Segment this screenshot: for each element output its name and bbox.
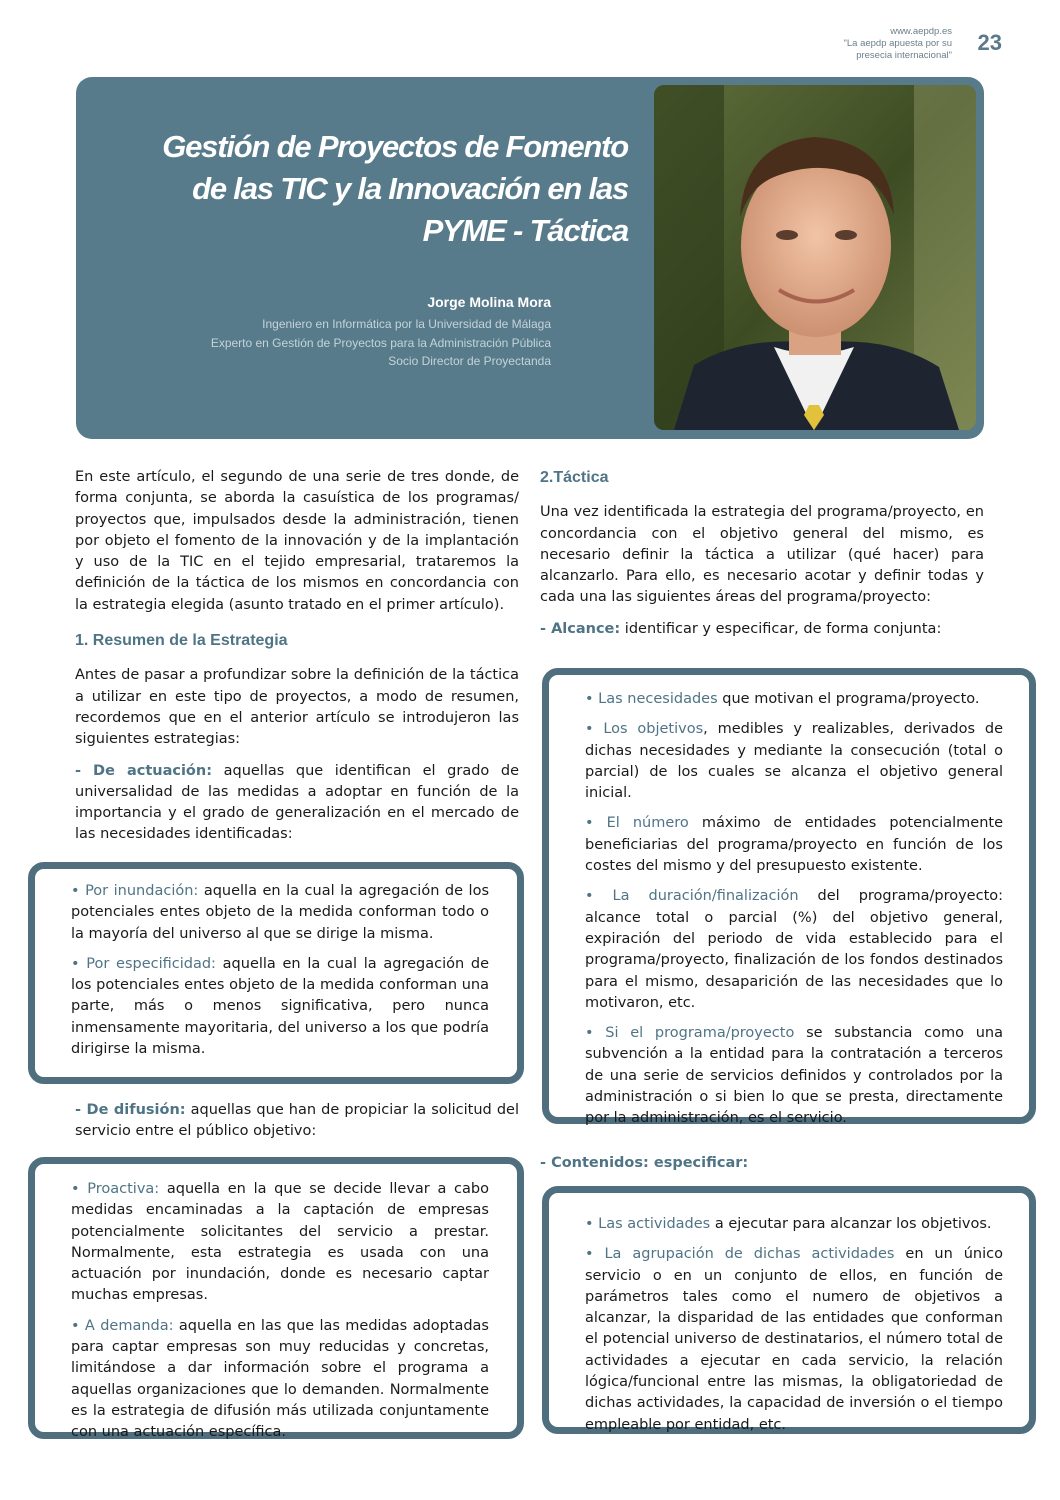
box3-item-5-text: se substancia como una subvención a la entidad para la contratación a terceros de una serie de servicios definidos y controlados por la administración o si bien lo que se presta, directamente por la administración, es el servicio.	[585, 1025, 1003, 1127]
box1-item-1-label: • Por inundación:	[71, 883, 199, 899]
left-column	[75, 467, 519, 846]
box3-item-3-label: • El número	[585, 815, 689, 832]
difusion-label: - De difusión:	[75, 1102, 186, 1118]
alcance-paragraph	[540, 619, 984, 640]
section-1-paragraph: Antes de pasar a profundizar sobre la definición de la táctica a utilizar en este tipo de proyectos, a modo de resumen, recordemos que en el anterior artículo se introdujeron las siguientes estrategias:	[75, 667, 519, 748]
box4-item-2	[585, 1244, 1003, 1436]
box4-item-2-text: en un único servicio o en un conjunto de ellos, en función de parámetros tales como el numero de objetivos a alcanzar, la disparidad de las entidades que conforman el potencial universo de destinatarios, el número total de actividades a ejecutar en cada servicio, la relación lógica/funcional entre las mismas, la obligatoriedad de dichas actividades, la capacidad de inversión o el tiempo empleable por entidad, etc.	[585, 1246, 1003, 1433]
box3-item-5	[585, 1023, 1003, 1129]
article-title	[108, 126, 628, 252]
box3-item-4-label: • La duración/finalización	[585, 888, 799, 905]
title-line-2: de las TIC y la Innovación en las	[192, 171, 628, 206]
right-column	[540, 467, 984, 640]
author-credentials	[131, 315, 551, 371]
alcance-box	[542, 668, 1036, 1127]
box1-item-2-text: aquella en la cual la agregación de los potenciales entes objeto de la medida conforman una parte, más o menos significativa, pero nunca inmensamente mayoritaria, del universo a los que podría dirigirse la misma.	[71, 955, 489, 1058]
page-number: 23	[977, 30, 1002, 55]
box2-item-2-label: • A demanda:	[71, 1317, 174, 1334]
box4-item-1-label: • Las actividades	[585, 1216, 711, 1232]
box3-item-4	[585, 886, 1003, 1014]
contenidos-label: - Contenidos: especificar:	[540, 1155, 749, 1171]
box2-item-2	[71, 1316, 489, 1444]
intro-paragraph: En este artículo, el segundo de una serie de tres donde, de forma conjunta, se aborda la casuística de los programas/ proyectos que, impulsados desde la administración, tienen por objeto el fomento de la innovación y de la implantación y uso de la TIC en el tejido empresarial, trataremos la definición de la táctica de los mismos en concordancia con la estrategia elegida (asunto tratado en el primer artículo).	[75, 469, 519, 613]
alcance-text: identificar y especificar, de forma conjunta:	[620, 620, 942, 637]
box1-item-2-label: • Por especificidad:	[71, 955, 216, 972]
title-line-3: PYME - Táctica	[422, 213, 628, 248]
box2-item-1-label: • Proactiva:	[71, 1181, 160, 1197]
section-2-paragraph: Una vez identificada la estrategia del programa/proyecto, en concordancia con el objetivo general del mismo, es necesario definir la táctica a utilizar (qué hacer) para alcanzarlo. Para ello, es necesario acotar y definir todas y cada una las siguientes áreas del programa/proyecto:	[540, 504, 984, 606]
box3-item-2	[585, 719, 1003, 804]
slogan-line-2: presecia internacional"	[856, 50, 952, 61]
section-1-title: 1. Resumen de la Estrategia	[75, 632, 288, 650]
credential-1: Ingeniero en Informática por la Universidad de Málaga	[262, 317, 551, 331]
box3-item-5-label: • Si el programa/proyecto	[585, 1025, 795, 1042]
actuacion-paragraph	[75, 761, 519, 846]
contenidos-block	[540, 1153, 984, 1174]
box1-item-1	[71, 881, 489, 945]
box3-item-1-text: que motivan el programa/proyecto.	[717, 691, 980, 707]
difusion-block	[75, 1100, 519, 1143]
box4-item-2-label: • La agrupación de dichas actividades	[585, 1246, 895, 1263]
portrait-image	[654, 85, 976, 430]
alcance-label: - Alcance:	[540, 620, 621, 637]
difusion-box	[28, 1157, 524, 1439]
difusion-paragraph	[75, 1100, 519, 1143]
box1-item-2	[71, 954, 489, 1060]
box3-item-1	[585, 689, 1003, 710]
author-photo	[654, 85, 976, 430]
box3-item-1-label: • Las necesidades	[585, 691, 718, 707]
section-2-title: 2.Táctica	[540, 469, 609, 486]
box3-item-2-text: , medibles y realizables, derivados de dichas necesidades y mediante la consecución (total o parcial) de los cuales se alcanza el objetivo general inicial.	[585, 721, 1003, 802]
box3-item-2-label: • Los objetivos	[585, 721, 704, 738]
actuacion-text: aquellas que identifican el grado de universalidad de las medidas a adoptar en función de la importancia y el grado de generalización en el mercado de las necesidades identificadas:	[75, 762, 519, 843]
box2-item-1-text: aquella en la que se decide llevar a cabo medidas encaminadas a la captación de empresas potencialmente solicitantes del servicio a prestar. Normalmente, esta estrategia es usada con una actuación por inundación, donde es necesario captar muchas empresas.	[71, 1181, 489, 1304]
actuacion-box	[28, 862, 524, 1084]
actuacion-label: - De actuación:	[75, 762, 213, 779]
box3-item-3-text: máximo de entidades potencialmente beneficiarias del programa/proyecto en función de los costes del mismo y del presupuesto existente.	[585, 815, 1003, 875]
difusion-text: aquellas que han de propiciar la solicitud del servicio entre el público objetivo:	[75, 1102, 519, 1140]
site-url: www.aepdp.es	[890, 26, 952, 37]
header-slogan	[752, 26, 952, 62]
author-name: Jorge Molina Mora	[427, 294, 551, 310]
contenidos-box	[542, 1186, 1036, 1434]
credential-3: Socio Director de Proyectanda	[388, 354, 551, 368]
slogan-line-1: "La aepdp apuesta por su	[843, 38, 952, 49]
box4-item-1	[585, 1214, 1003, 1235]
box4-item-1-text: a ejecutar para alcanzar los objetivos.	[710, 1216, 992, 1232]
box2-item-2-text: aquella en las que las medidas adoptadas para captar empresas son muy reducidas y concretas, limitándose a dar información sobre el programa a aquellas organizaciones que lo demanden. Normalmente es la estrategia de difusión más utilizada conjuntamente con una actuación específica.	[71, 1317, 489, 1441]
box2-item-1	[71, 1179, 489, 1307]
box3-item-4-text: del programa/proyecto: alcance total o parcial (%) del objetivo general, expiración del periodo de vida establecido para el programa/proyecto, finalización de los fondos destinados para el mismo, desaparición de las necesidades que lo motivaron, etc.	[585, 888, 1004, 1011]
credential-2: Experto en Gestión de Proyectos para la Administración Pública	[210, 335, 551, 350]
box3-item-3	[585, 813, 1003, 877]
title-line-1: Gestión de Proyectos de Fomento	[162, 129, 628, 164]
box1-item-1-text: aquella en la cual la agregación de los potenciales entes objeto de la medida conforman todo o la mayoría del universo al que se dirige la misma.	[71, 883, 489, 942]
